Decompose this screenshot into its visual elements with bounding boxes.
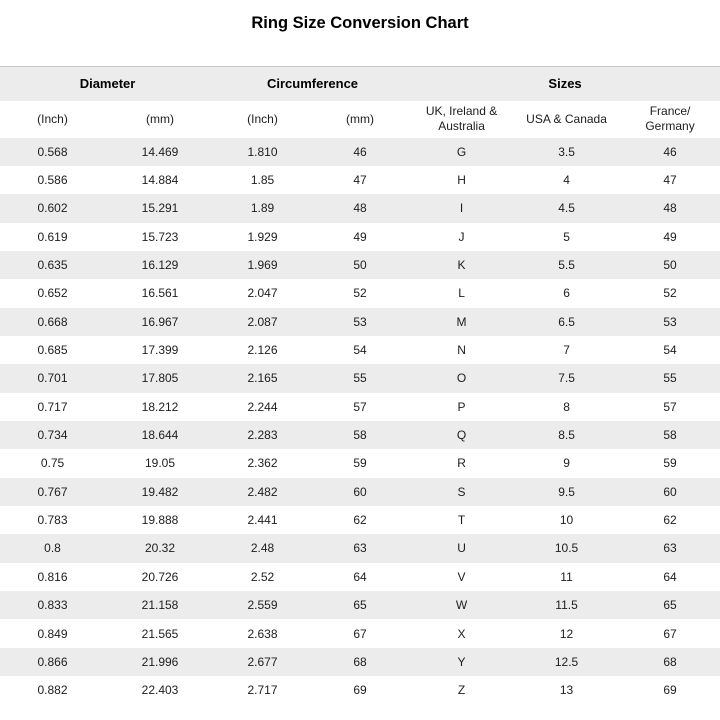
cell-circumference-mm: 64 [353, 569, 367, 584]
cell-circumference-mm: 49 [353, 229, 367, 244]
cell-size-uk-ireland-australia: U [457, 541, 466, 556]
cell-size-uk-ireland-australia: L [458, 286, 465, 301]
cell-size-uk-ireland-australia: T [457, 513, 466, 528]
cell-diameter-mm: 18.644 [141, 428, 179, 443]
cell-size-france-germany: 60 [663, 484, 677, 499]
cell-size-france-germany: 52 [663, 286, 677, 301]
cell-circumference-mm: 55 [353, 371, 367, 386]
column-header-uk-ireland-australia: UK, Ireland & Australia [425, 104, 498, 133]
group-header-diameter: Diameter [79, 76, 136, 92]
cell-circumference-inch: 2.559 [247, 598, 278, 613]
cell-circumference-mm: 53 [353, 314, 367, 329]
cell-diameter-mm: 15.291 [141, 201, 179, 216]
cell-diameter-inch: 0.568 [37, 144, 68, 159]
cell-circumference-inch: 2.047 [247, 286, 278, 301]
group-header-circumference: Circumference [267, 76, 359, 92]
cell-size-uk-ireland-australia: Q [456, 428, 467, 443]
cell-diameter-inch: 0.586 [37, 173, 68, 188]
cell-diameter-inch: 0.882 [37, 683, 68, 698]
cell-circumference-inch: 2.283 [247, 428, 278, 443]
cell-circumference-mm: 67 [353, 626, 367, 641]
cell-size-usa-canada: 13 [559, 683, 574, 698]
cell-circumference-mm: 57 [353, 399, 367, 414]
cell-circumference-inch: 2.165 [247, 371, 278, 386]
cell-size-france-germany: 46 [663, 144, 677, 159]
cell-size-usa-canada: 4 [563, 173, 570, 188]
cell-size-usa-canada: 9.5 [558, 484, 575, 499]
cell-diameter-mm: 16.129 [141, 258, 179, 273]
cell-circumference-mm: 68 [353, 654, 367, 669]
table-row [0, 534, 720, 562]
cell-circumference-mm: 65 [353, 598, 367, 613]
cell-circumference-inch: 2.087 [247, 314, 278, 329]
cell-circumference-mm: 60 [353, 484, 367, 499]
cell-circumference-inch: 2.717 [247, 683, 278, 698]
cell-size-uk-ireland-australia: X [457, 626, 466, 641]
cell-diameter-mm: 14.469 [141, 144, 179, 159]
cell-diameter-inch: 0.8 [44, 541, 61, 556]
table-row [0, 223, 720, 251]
cell-size-usa-canada: 11 [560, 569, 573, 584]
cell-size-usa-canada: 3.5 [558, 144, 575, 159]
cell-diameter-inch: 0.668 [37, 314, 68, 329]
table-header [0, 67, 720, 138]
cell-size-uk-ireland-australia: Z [457, 683, 466, 698]
cell-diameter-inch: 0.866 [37, 654, 68, 669]
column-header-circumference-mm: (mm) [346, 111, 375, 126]
page-title: Ring Size Conversion Chart [251, 14, 469, 32]
cell-circumference-mm: 47 [353, 173, 367, 188]
cell-size-france-germany: 47 [663, 173, 677, 188]
cell-size-france-germany: 58 [663, 428, 677, 443]
cell-size-france-germany: 50 [663, 258, 677, 273]
cell-diameter-inch: 0.734 [37, 428, 68, 443]
cell-size-usa-canada: 6 [563, 286, 570, 301]
cell-size-france-germany: 53 [663, 314, 677, 329]
cell-circumference-inch: 1.810 [247, 144, 278, 159]
cell-size-uk-ireland-australia: W [455, 598, 468, 613]
cell-size-uk-ireland-australia: S [457, 484, 466, 499]
cell-circumference-inch: 2.677 [247, 654, 278, 669]
cell-size-usa-canada: 10.5 [554, 541, 579, 556]
cell-circumference-mm: 62 [353, 513, 367, 528]
column-header-diameter-inch: (Inch) [37, 111, 68, 126]
cell-size-france-germany: 59 [663, 456, 677, 471]
cell-size-uk-ireland-australia: K [457, 258, 466, 273]
cell-size-usa-canada: 7 [563, 343, 570, 358]
cell-diameter-mm: 19.482 [141, 484, 179, 499]
cell-diameter-inch: 0.685 [37, 343, 68, 358]
cell-circumference-inch: 2.126 [247, 343, 278, 358]
cell-circumference-inch: 1.969 [247, 258, 278, 273]
cell-circumference-mm: 52 [353, 286, 367, 301]
table-row [0, 194, 720, 222]
cell-size-france-germany: 62 [663, 513, 677, 528]
cell-size-france-germany: 64 [663, 569, 677, 584]
cell-diameter-inch: 0.833 [37, 598, 68, 613]
cell-diameter-mm: 16.967 [141, 314, 179, 329]
cell-circumference-mm: 50 [353, 258, 367, 273]
cell-diameter-mm: 16.561 [141, 286, 179, 301]
cell-size-uk-ireland-australia: M [456, 314, 467, 329]
cell-size-uk-ireland-australia: V [457, 569, 466, 584]
cell-circumference-inch: 2.52 [250, 569, 275, 584]
cell-size-uk-ireland-australia: H [457, 173, 466, 188]
cell-circumference-mm: 69 [353, 683, 367, 698]
cell-circumference-inch: 1.89 [250, 201, 275, 216]
table-row [0, 591, 720, 619]
cell-diameter-mm: 22.403 [141, 683, 179, 698]
cell-size-uk-ireland-australia: J [458, 229, 465, 244]
cell-size-france-germany: 48 [663, 201, 677, 216]
cell-diameter-mm: 20.726 [141, 569, 179, 584]
table-row [0, 449, 720, 477]
cell-diameter-inch: 0.767 [37, 484, 68, 499]
cell-size-usa-canada: 8 [563, 399, 570, 414]
table-row [0, 648, 720, 676]
cell-diameter-inch: 0.635 [37, 258, 68, 273]
cell-circumference-inch: 2.441 [247, 513, 278, 528]
cell-size-france-germany: 63 [663, 541, 677, 556]
cell-diameter-mm: 18.212 [141, 399, 179, 414]
cell-circumference-mm: 46 [353, 144, 367, 159]
cell-circumference-mm: 59 [353, 456, 367, 471]
column-header-usa-canada: USA & Canada [526, 111, 607, 126]
cell-size-usa-canada: 12.5 [554, 654, 579, 669]
cell-size-france-germany: 65 [663, 598, 677, 613]
table-row [0, 393, 720, 421]
cell-diameter-inch: 0.602 [37, 201, 68, 216]
cell-circumference-mm: 48 [353, 201, 367, 216]
conversion-table [0, 66, 720, 704]
table-row [0, 308, 720, 336]
cell-size-usa-canada: 6.5 [558, 314, 575, 329]
group-header-row [0, 67, 720, 101]
cell-diameter-inch: 0.75 [40, 456, 65, 471]
cell-size-uk-ireland-australia: N [457, 343, 466, 358]
cell-size-uk-ireland-australia: I [459, 201, 464, 216]
cell-circumference-inch: 2.482 [247, 484, 278, 499]
table-body [0, 138, 720, 705]
table-row [0, 676, 720, 704]
column-header-france-germany: France/ Germany [645, 104, 695, 133]
cell-diameter-mm: 21.565 [141, 626, 179, 641]
cell-diameter-inch: 0.717 [37, 399, 68, 414]
cell-diameter-inch: 0.783 [37, 513, 68, 528]
cell-size-usa-canada: 9 [563, 456, 570, 471]
cell-size-france-germany: 68 [663, 654, 677, 669]
cell-size-uk-ireland-australia: R [457, 456, 466, 471]
cell-diameter-inch: 0.619 [37, 229, 68, 244]
cell-size-uk-ireland-australia: O [456, 371, 467, 386]
cell-diameter-mm: 19.05 [144, 456, 176, 471]
cell-size-uk-ireland-australia: P [457, 399, 466, 414]
cell-size-france-germany: 54 [663, 343, 677, 358]
cell-circumference-mm: 63 [353, 541, 367, 556]
cell-size-uk-ireland-australia: G [456, 144, 467, 159]
cell-size-usa-canada: 7.5 [558, 371, 575, 386]
cell-circumference-mm: 58 [353, 428, 367, 443]
cell-diameter-inch: 0.816 [37, 569, 68, 584]
table-row [0, 251, 720, 279]
table-row [0, 336, 720, 364]
table-row [0, 563, 720, 591]
cell-diameter-mm: 21.996 [141, 654, 179, 669]
table-row [0, 364, 720, 392]
cell-diameter-mm: 15.723 [141, 229, 179, 244]
cell-diameter-mm: 21.158 [141, 598, 179, 613]
cell-diameter-inch: 0.701 [37, 371, 68, 386]
table-row [0, 166, 720, 194]
table-row [0, 619, 720, 647]
cell-diameter-inch: 0.849 [37, 626, 68, 641]
column-header-circumference-inch: (Inch) [247, 111, 278, 126]
column-header-row [0, 101, 720, 138]
cell-circumference-mm: 54 [353, 343, 367, 358]
cell-size-france-germany: 55 [663, 371, 677, 386]
cell-circumference-inch: 2.638 [247, 626, 278, 641]
cell-circumference-inch: 2.244 [247, 399, 278, 414]
cell-circumference-inch: 1.85 [250, 173, 275, 188]
cell-circumference-inch: 2.48 [250, 541, 275, 556]
cell-diameter-mm: 17.805 [141, 371, 179, 386]
table-row [0, 279, 720, 307]
cell-size-usa-canada: 5 [563, 229, 570, 244]
cell-diameter-mm: 20.32 [144, 541, 176, 556]
cell-size-usa-canada: 8.5 [558, 428, 575, 443]
column-header-diameter-mm: (mm) [146, 111, 174, 126]
table-row [0, 506, 720, 534]
cell-size-france-germany: 67 [663, 626, 677, 641]
cell-size-usa-canada: 5.5 [558, 258, 575, 273]
cell-circumference-inch: 1.929 [247, 229, 278, 244]
cell-size-usa-canada: 4.5 [558, 201, 575, 216]
cell-diameter-mm: 14.884 [141, 173, 179, 188]
group-header-sizes: Sizes [548, 76, 582, 92]
cell-diameter-mm: 19.888 [141, 513, 179, 528]
table-row [0, 421, 720, 449]
cell-size-usa-canada: 10 [559, 513, 574, 528]
cell-size-france-germany: 49 [663, 229, 677, 244]
table-row [0, 478, 720, 506]
table-row [0, 138, 720, 166]
cell-size-france-germany: 57 [663, 399, 677, 414]
cell-diameter-inch: 0.652 [37, 286, 68, 301]
cell-size-france-germany: 69 [663, 683, 677, 698]
cell-size-usa-canada: 11.5 [555, 598, 578, 613]
cell-circumference-inch: 2.362 [247, 456, 278, 471]
cell-size-uk-ireland-australia: Y [457, 654, 466, 669]
cell-size-usa-canada: 12 [559, 626, 574, 641]
cell-diameter-mm: 17.399 [141, 343, 179, 358]
